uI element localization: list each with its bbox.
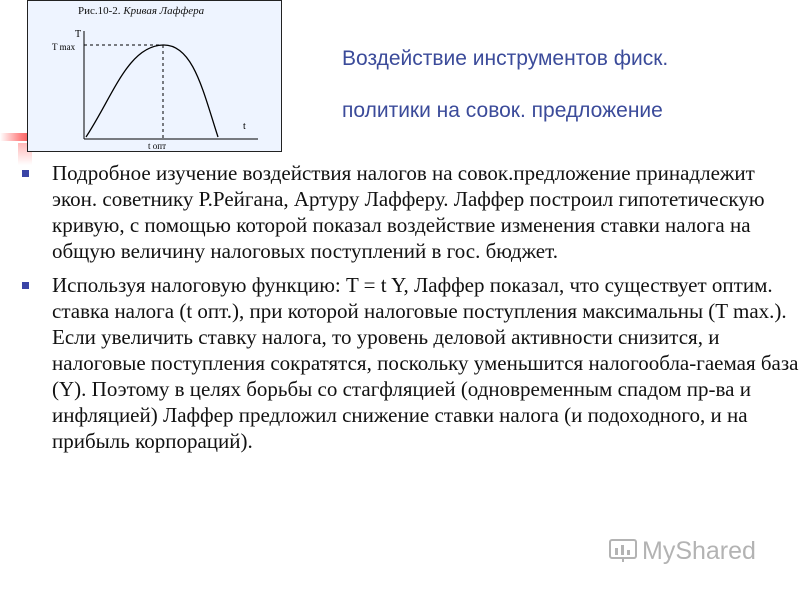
figure-caption-title: Кривая Лаффера bbox=[123, 5, 205, 17]
bullet-square-icon bbox=[22, 170, 29, 177]
bullet-text: Используя налоговую функцию: T = t Y, Лаффер показал, что существует оптим. ставка налога (t опт.), при которой налоговые поступления максимальны (T max.). Если увеличить ставку налога, то уровень деловой активности снизится, и налоговые поступления сократятся, поскольку уменьшится налогообла-гаемая база (Y). Поэтому в целях борьбы со стагфляцией (одновременным спадом пр-ва и инфляцией) Лаффер предложил снижение ставки налога (и подоходного, и на прибыль корпораций). bbox=[52, 273, 799, 453]
watermark-logo-icon bbox=[608, 538, 638, 564]
laffer-curve-line bbox=[86, 45, 218, 137]
t-max-label: T max bbox=[52, 42, 76, 52]
t-opt-label: t опт bbox=[148, 141, 166, 151]
x-axis-label: t bbox=[243, 121, 246, 132]
slide-title-line-1: Воздействие инструментов фиск. bbox=[342, 47, 669, 70]
slide-title-line-2: политики на совок. предложение bbox=[342, 99, 663, 122]
bullet-item bbox=[22, 272, 800, 454]
y-axis-label: T bbox=[75, 29, 82, 40]
bullet-item bbox=[22, 160, 800, 264]
laffer-curve-chart bbox=[28, 1, 283, 153]
bullet-square-icon bbox=[22, 282, 29, 289]
laffer-curve-figure bbox=[27, 0, 282, 152]
figure-caption-prefix: Рис.10-2. bbox=[78, 5, 121, 17]
watermark-text: MyShared bbox=[642, 537, 756, 565]
bullet-list bbox=[22, 160, 800, 462]
bullet-text: Подробное изучение воздействия налогов на совок.предложение принадлежит экон. советнику Р.Рейгана, Артуру Лафферу. Лаффер построил гипотетическую кривую, с помощью которой показал воздействие изменения ставки налога на общую величину налоговых поступлений в гос. бюджет. bbox=[52, 161, 765, 263]
